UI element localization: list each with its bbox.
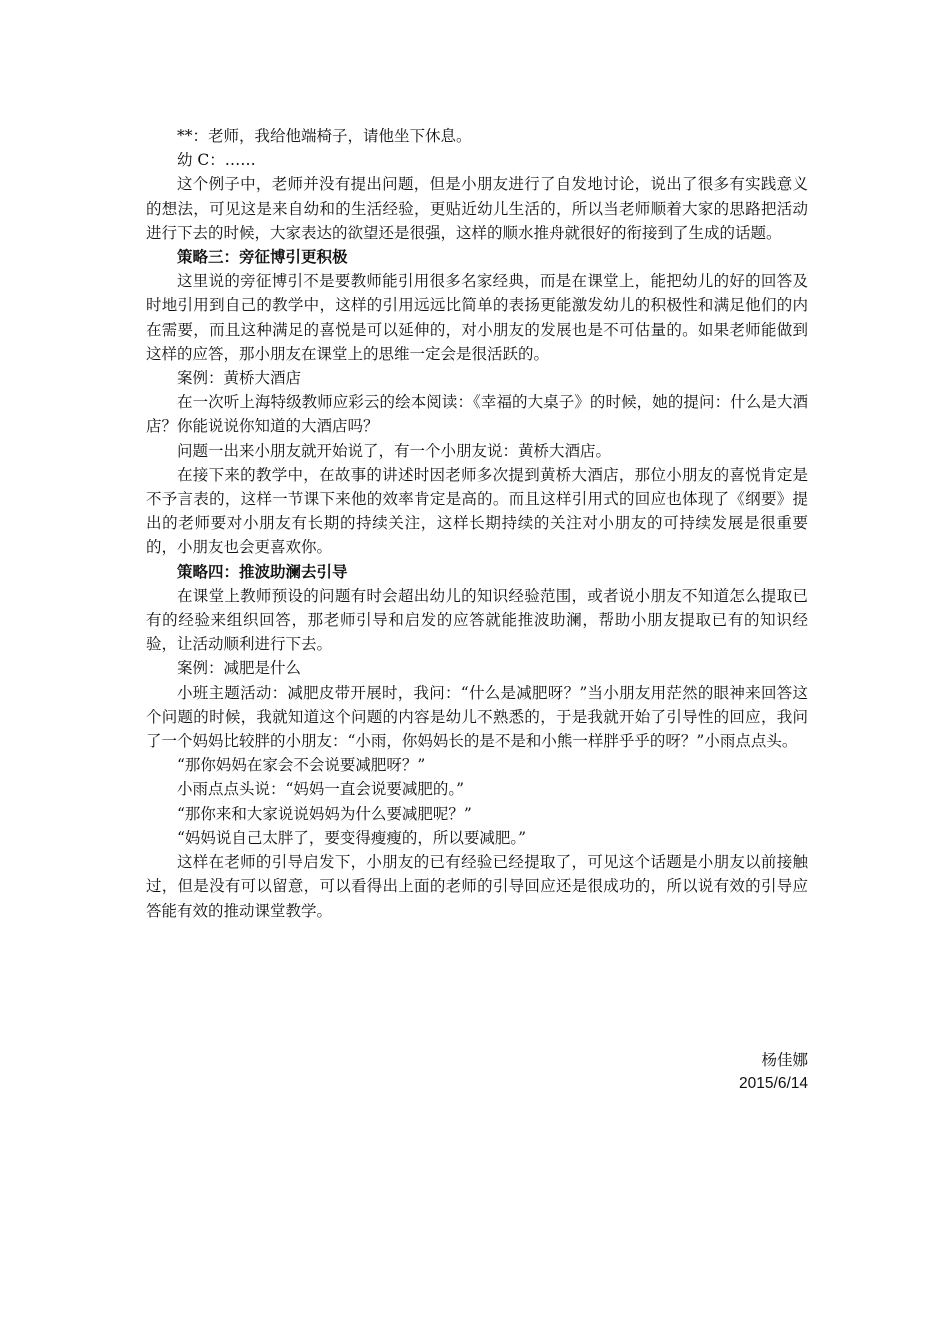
- document-body: [146, 124, 808, 923]
- section-heading-strategy-3: 策略三：旁征博引更积极: [177, 248, 348, 267]
- section-heading-strategy-4: 策略四：推波助澜去引导: [177, 562, 348, 581]
- body-paragraph: 在课堂上教师预设的问题有时会超出幼儿的知识经验范围，或者说小朋友不知道怎么提取已有的经验来组织回答，那老师引导和启发的应答就能推波助澜，帮助小朋友提取已有的知识经验，让活动顺利进行下去。: [146, 586, 808, 654]
- body-paragraph: 这个例子中，老师并没有提出问题，但是小朋友进行了自发地讨论，说出了很多有实践意义的想法，可见这是来自幼和的生活经验，更贴近幼儿生活的，所以当老师顺着大家的思路把活动进行下去的时候，大家表达的欲望还是很强，这样的顺水推舟就很好的衔接到了生成的话题。: [146, 175, 808, 242]
- dialogue-line: 幼 C：……: [177, 151, 256, 170]
- body-paragraph: 问题一出来小朋友就开始说了，有一个小朋友说：黄桥大酒店。: [177, 441, 612, 460]
- signature-block: [739, 1048, 808, 1096]
- signature-date: 2015/6/14: [739, 1075, 808, 1093]
- author-name: 杨佳娜: [761, 1051, 808, 1069]
- dialogue-line: “妈妈说自己太胖了，要变得瘦瘦的，所以要减肥。”: [177, 828, 527, 847]
- conclusion-paragraph: 这样在老师的引导启发下，小朋友的已有经验已经提取了，可见这个话题是小朋友以前接触过，但是没有可以留意，可以看得出上面的老师的引导回应还是很成功的，所以说有效的引导应答能有效的推动课堂教学。: [146, 853, 808, 920]
- body-paragraph: 小班主题活动：减肥皮带开展时，我问：“什么是减肥呀？”当小朋友用茫然的眼神来回答这个问题的时候，我就知道这个问题的内容是幼儿不熟悉的，于是我就开始了引导性的回应，我问了一个妈妈比较胖的小朋友：“小雨，你妈妈长的是不是和小熊一样胖乎乎的呀？”小雨点点头。: [146, 683, 808, 751]
- body-paragraph: 这里说的旁征博引不是要教师能引用很多名家经典，而是在课堂上，能把幼儿的好的回答及时地引用到自己的教学中，这样的引用远远比简单的表扬更能激发幼儿的积极性和满足他们的内在需要，而且这种满足的喜悦是可以延伸的，对小朋友的发展也是不可估量的。如果老师能做到这样的应答，那小朋友在课堂上的思维一定会是很活跃的。: [146, 272, 808, 363]
- dialogue-line: “那你来和大家说说妈妈为什么要减肥呢？”: [177, 804, 472, 823]
- body-paragraph: 在一次听上海特级教师应彩云的绘本阅读：《幸福的大桌子》的时候，她的提问：什么是大酒店？你能说说你知道的大酒店吗？: [146, 393, 808, 436]
- dialogue-line: “那你妈妈在家会不会说要减肥呀？”: [177, 756, 426, 775]
- case-title: 案例：黄桥大酒店: [177, 369, 302, 388]
- dialogue-line: 小雨点点头说：“妈妈一直会说要减肥的。”: [177, 780, 465, 799]
- dialogue-line: **：老师，我给他端椅子，请他坐下休息。: [177, 127, 472, 145]
- case-title: 案例：减肥是什么: [177, 659, 302, 678]
- body-paragraph: 在接下来的教学中，在故事的讲述时因老师多次提到黄桥大酒店，那位小朋友的喜悦肯定是不予言表的，这样一节课下来他的效率肯定是高的。而且这样引用式的回应也体现了《纲要》提出的老师要对小朋友有长期的持续关注，这样长期持续的关注对小朋友的可持续发展是很重要的，小朋友也会更喜欢你。: [146, 465, 808, 557]
